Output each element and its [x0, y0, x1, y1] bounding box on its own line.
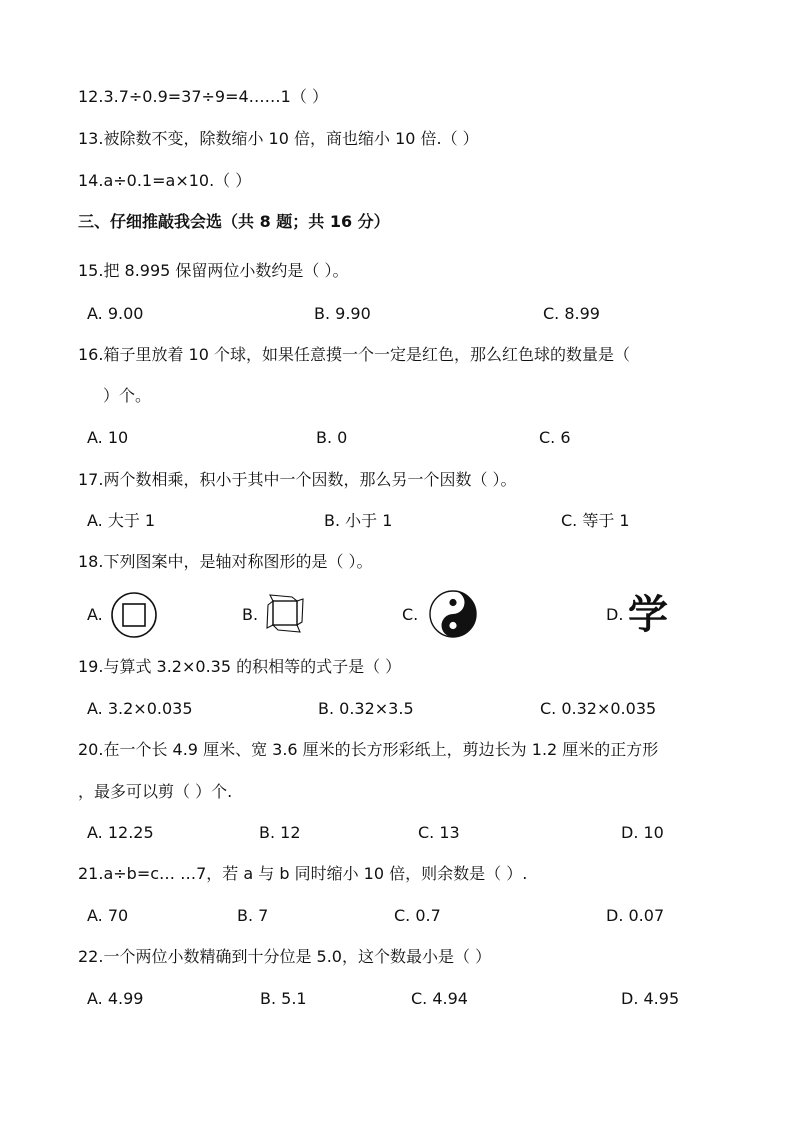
question-21-stem: 21.a÷b=c… …7，若 a 与 b 同时缩小 10 倍，则余数是（ ）.	[78, 864, 528, 883]
q15-option-a: A. 9.00	[87, 304, 144, 323]
question-19-stem: 19.与算式 3.2×0.35 的积相等的式子是（ ）	[78, 657, 402, 676]
q21-option-a: A. 70	[87, 906, 129, 925]
question-13: 13.被除数不变，除数缩小 10 倍，商也缩小 10 倍.（ ）	[78, 129, 479, 148]
xue-character-figure: 学	[628, 592, 668, 638]
question-16-stem: 16.箱子里放着 10 个球，如果任意摸一个一定是红色，那么红色球的数量是（	[78, 345, 630, 364]
q22-option-c: C. 4.94	[411, 989, 468, 1008]
question-18-stem: 18.下列图案中，是轴对称图形的是（ ）。	[78, 552, 373, 571]
q22-option-d: D. 4.95	[621, 989, 680, 1008]
q15-option-c: C. 8.99	[543, 304, 600, 323]
q20-option-a: A. 12.25	[87, 823, 154, 842]
q21-option-b: B. 7	[237, 906, 269, 925]
yin-yang-figure	[428, 589, 478, 643]
q18-option-b: B.	[242, 605, 259, 624]
q20-option-c: C. 13	[418, 823, 460, 842]
question-22-stem: 22.一个两位小数精确到十分位是 5.0，这个数最小是（ ）	[78, 947, 492, 966]
question-15-stem: 15.把 8.995 保留两位小数约是（ ）。	[78, 261, 349, 280]
question-20-stem: 20.在一个长 4.9 厘米、宽 3.6 厘米的长方形彩纸上，剪边长为 1.2 厘米的正方形	[78, 740, 659, 759]
q16-option-b: B. 0	[316, 428, 348, 447]
q18-option-c: C.	[402, 605, 419, 624]
q20-option-d: D. 10	[621, 823, 664, 842]
q18-option-a: A.	[87, 605, 103, 624]
q16-option-a: A. 10	[87, 428, 129, 447]
q21-option-d: D. 0.07	[606, 906, 665, 925]
question-14: 14.a÷0.1=a×10.（ ）	[78, 171, 252, 190]
question-20-stem-cont: ，最多可以剪（ ）个.	[78, 782, 233, 801]
section-heading: 三、仔细推敲我会选（共 8 题；共 16 分）	[78, 212, 390, 231]
q22-option-b: B. 5.1	[260, 989, 307, 1008]
circle-square-figure	[109, 590, 159, 644]
q15-option-b: B. 9.90	[314, 304, 371, 323]
q18-option-d: D.	[606, 605, 624, 624]
q19-option-c: C. 0.32×0.035	[540, 699, 657, 718]
q22-option-a: A. 4.99	[87, 989, 144, 1008]
q17-option-c: C. 等于 1	[561, 511, 630, 530]
q21-option-c: C. 0.7	[394, 906, 441, 925]
q19-option-a: A. 3.2×0.035	[87, 699, 193, 718]
question-17-stem: 17.两个数相乘，积小于其中一个因数，那么另一个因数（ ）。	[78, 470, 517, 489]
pinwheel-square-figure	[262, 592, 308, 640]
q17-option-a: A. 大于 1	[87, 511, 156, 530]
q16-option-c: C. 6	[539, 428, 571, 447]
question-12: 12.3.7÷0.9=37÷9=4……1（ ）	[78, 87, 328, 106]
q20-option-b: B. 12	[259, 823, 301, 842]
q17-option-b: B. 小于 1	[324, 511, 393, 530]
question-16-stem-cont: ）个。	[103, 386, 152, 405]
q19-option-b: B. 0.32×3.5	[318, 699, 414, 718]
